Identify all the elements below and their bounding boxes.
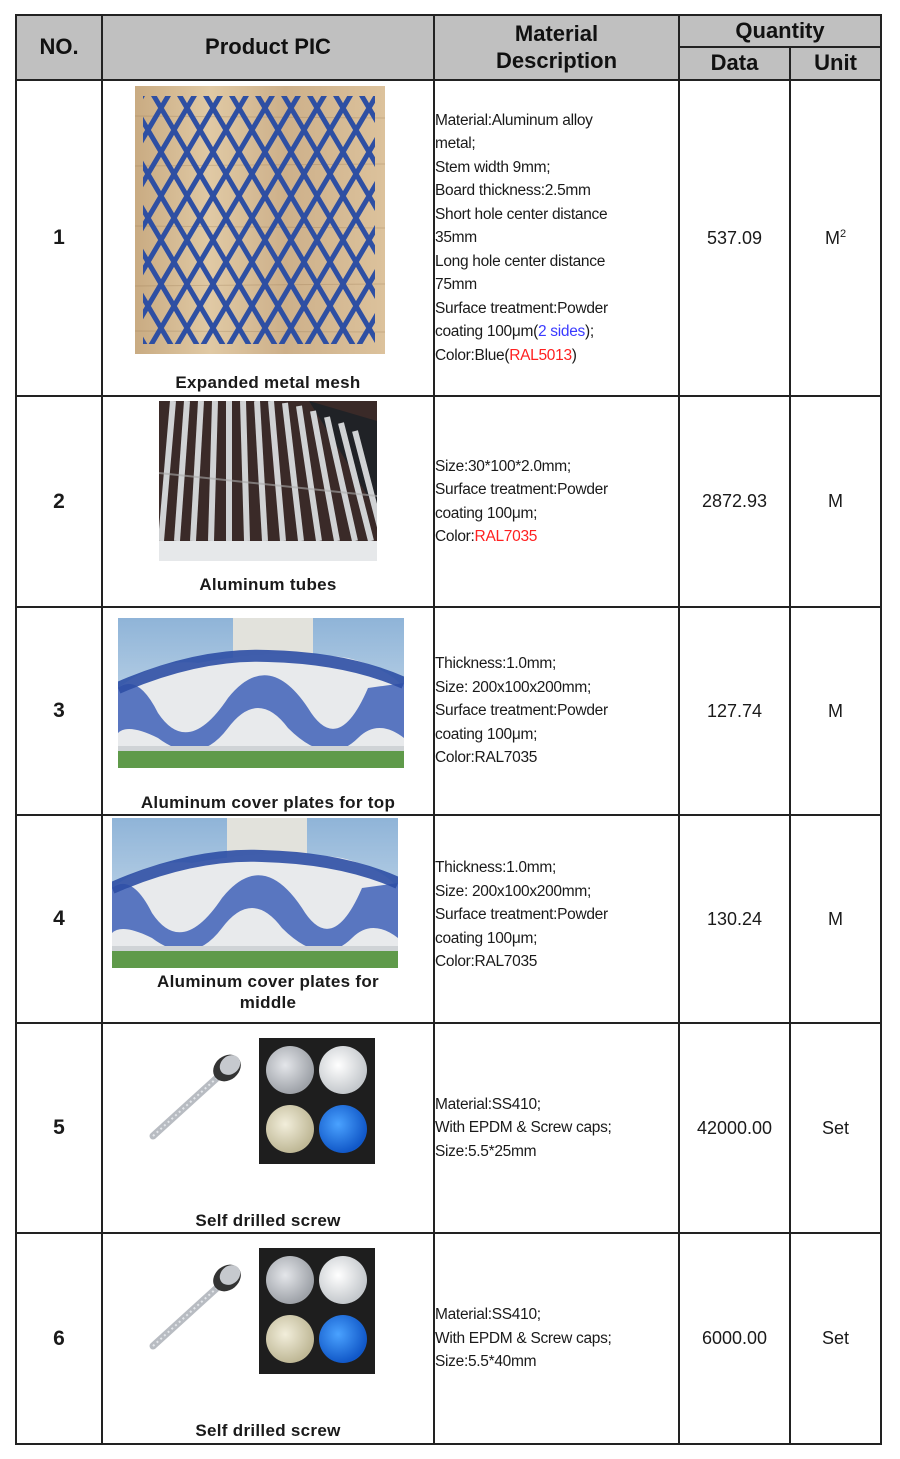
aluminum-tubes-image xyxy=(159,401,377,561)
desc-line: Board thickness:2.5mm xyxy=(435,182,591,200)
desc-line xyxy=(435,344,678,368)
material-description xyxy=(434,1233,679,1444)
desc-line: coating 100μm; xyxy=(435,725,538,743)
quantity-unit: Set xyxy=(790,1023,881,1233)
desc-line: coating 100μm; xyxy=(435,504,538,522)
material-description xyxy=(434,1023,679,1233)
desc-highlight-red: RAL5013 xyxy=(509,346,572,364)
cover-plates-middle-image xyxy=(112,818,398,968)
desc-text: coating 100μm( xyxy=(435,323,538,341)
quantity-unit: M xyxy=(790,607,881,815)
desc-line: Surface treatment:Powder xyxy=(435,299,608,317)
desc-line: Stem width 9mm; xyxy=(435,158,551,176)
desc-line: Long hole center distance xyxy=(435,252,606,270)
material-description xyxy=(434,607,679,815)
caption-line2: middle xyxy=(239,993,297,1012)
quantity-unit: M xyxy=(790,396,881,607)
product-caption: Aluminum cover plates for top xyxy=(140,793,396,812)
product-caption: Self drilled screw xyxy=(195,1421,341,1440)
product-quotation-table xyxy=(15,14,882,1445)
row-number: 4 xyxy=(16,815,102,1023)
desc-line: Size: 200x100x200mm; xyxy=(435,678,591,696)
product-pic-cell xyxy=(102,607,434,815)
table-row xyxy=(16,396,881,607)
desc-line: Material:SS410; xyxy=(435,1306,541,1324)
row-number: 6 xyxy=(16,1233,102,1444)
desc-line: 75mm xyxy=(435,276,477,294)
desc-line: Color:RAL7035 xyxy=(435,749,538,767)
product-pic-cell xyxy=(102,396,434,607)
table-row xyxy=(16,607,881,815)
desc-text: ) xyxy=(571,346,577,364)
quantity-data: 127.74 xyxy=(679,607,790,815)
desc-line: Size:30*100*2.0mm; xyxy=(435,457,571,475)
desc-line: Surface treatment:Powder xyxy=(435,702,608,720)
header-product-pic: Product PIC xyxy=(102,15,434,80)
desc-line: Material:SS410; xyxy=(435,1095,541,1113)
quantity-unit xyxy=(790,80,881,396)
desc-text: Color:Blue( xyxy=(435,346,510,364)
desc-text: Color: xyxy=(435,528,475,545)
header-material-description xyxy=(434,15,679,80)
cover-plates-top-image xyxy=(118,618,404,768)
quantity-data: 2872.93 xyxy=(679,396,790,607)
quantity-unit: M xyxy=(790,815,881,1023)
header-no: NO. xyxy=(16,15,102,80)
unit-text: M xyxy=(824,227,840,248)
header-material-line2: Description xyxy=(495,47,618,73)
desc-line: Material:Aluminum alloy xyxy=(435,111,593,129)
desc-highlight-red: RAL7035 xyxy=(474,528,538,545)
product-caption: Expanded metal mesh xyxy=(175,373,361,392)
product-caption: Aluminum tubes xyxy=(199,575,337,594)
material-description xyxy=(434,80,679,396)
desc-line: Thickness:1.0mm; xyxy=(435,859,556,876)
desc-line: coating 100μm; xyxy=(435,929,538,947)
product-pic-cell xyxy=(102,1023,434,1233)
product-pic-cell xyxy=(102,80,434,396)
desc-line: With EPDM & Screw caps; xyxy=(435,1329,612,1347)
header-quantity: Quantity xyxy=(679,15,881,47)
header-data: Data xyxy=(679,47,790,80)
expanded-metal-mesh-image xyxy=(135,86,385,354)
quantity-data: 130.24 xyxy=(679,815,790,1023)
material-description xyxy=(434,396,679,607)
row-number: 1 xyxy=(16,80,102,396)
header-unit: Unit xyxy=(790,47,881,80)
product-pic-cell xyxy=(102,815,434,1023)
header-material-line1: Material xyxy=(514,21,599,47)
caption-line1: Aluminum cover plates for xyxy=(157,972,379,991)
product-caption: Self drilled screw xyxy=(195,1211,341,1230)
quantity-data: 537.09 xyxy=(679,80,790,396)
row-number: 3 xyxy=(16,607,102,815)
quantity-unit: Set xyxy=(790,1233,881,1444)
desc-line: Size:5.5*40mm xyxy=(435,1353,537,1371)
self-drilled-screw-image xyxy=(147,1038,377,1164)
desc-text: ); xyxy=(584,323,594,341)
desc-line: Color:RAL7035 xyxy=(435,953,538,970)
table-row xyxy=(16,80,881,396)
quantity-data: 6000.00 xyxy=(679,1233,790,1444)
desc-line xyxy=(435,320,678,344)
desc-line: With EPDM & Screw caps; xyxy=(435,1119,612,1137)
desc-line: Thickness:1.0mm; xyxy=(435,655,556,673)
self-drilled-screw-image xyxy=(147,1248,377,1374)
product-caption xyxy=(103,971,433,1013)
desc-line: 35mm xyxy=(435,229,477,247)
table-row xyxy=(16,815,881,1023)
desc-line: metal; xyxy=(435,135,476,153)
desc-line: Surface treatment:Powder xyxy=(435,906,608,923)
table-row xyxy=(16,1233,881,1444)
material-description xyxy=(434,815,679,1023)
product-pic-cell xyxy=(102,1233,434,1444)
desc-line: Short hole center distance xyxy=(435,205,608,223)
desc-line: Surface treatment:Powder xyxy=(435,481,608,498)
table-row xyxy=(16,1023,881,1233)
desc-highlight-blue: 2 sides xyxy=(537,323,585,341)
desc-line xyxy=(435,525,678,549)
desc-line: Size: 200x100x200mm; xyxy=(435,882,591,900)
row-number: 2 xyxy=(16,396,102,607)
quantity-data: 42000.00 xyxy=(679,1023,790,1233)
row-number: 5 xyxy=(16,1023,102,1233)
desc-line: Size:5.5*25mm xyxy=(435,1142,537,1160)
unit-superscript: 2 xyxy=(839,227,847,240)
